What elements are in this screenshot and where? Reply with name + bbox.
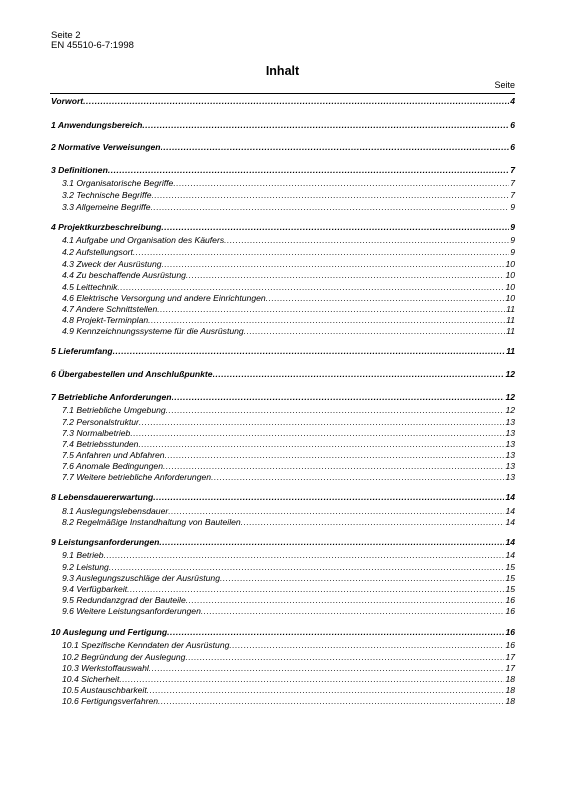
toc-subsection-entry[interactable] <box>62 472 515 482</box>
toc-page-number: 7 <box>510 178 515 188</box>
toc-entry-title: 4.8 Projekt-Terminplan <box>62 315 149 325</box>
toc-subsection-entry[interactable] <box>62 573 515 583</box>
toc-dot-leader <box>266 293 505 303</box>
toc-page-number: 16 <box>505 627 515 637</box>
toc-dot-leader <box>119 674 504 684</box>
toc-subsection-entry[interactable] <box>62 562 515 572</box>
toc-section-entry[interactable] <box>51 222 515 232</box>
toc-dot-leader <box>185 652 504 662</box>
toc-entry-title: 3 Definitionen <box>51 165 108 175</box>
toc-subsection-entry[interactable] <box>62 461 515 471</box>
toc-entry-title: 8.2 Regelmäßige Instandhaltung von Bauteilen <box>62 517 241 527</box>
toc-page-number: 9 <box>510 235 515 245</box>
toc-entry-title: 3.1 Organisatorische Begriffe <box>62 178 174 188</box>
toc-page-number: 13 <box>505 472 515 482</box>
toc-subsection-entry[interactable] <box>62 247 515 257</box>
toc-page-number: 11 <box>506 346 515 356</box>
toc-dot-leader <box>83 96 509 106</box>
toc-subsection-entry[interactable] <box>62 270 515 280</box>
toc-dot-leader <box>244 326 505 336</box>
toc-dot-leader <box>167 627 504 637</box>
toc-subsection-entry[interactable] <box>62 584 515 594</box>
toc-dot-leader <box>241 517 505 527</box>
toc-page-number: 17 <box>505 652 515 662</box>
toc-page-number: 13 <box>505 450 515 460</box>
toc-entry-title: 4.5 Leittechnik <box>62 282 118 292</box>
toc-page-number: 18 <box>505 696 515 706</box>
toc-entry-title: 9.5 Redundanzgrad der Bauteile <box>62 595 186 605</box>
toc-subsection-entry[interactable] <box>62 202 515 212</box>
toc-entry-title: 4.4 Zu beschaffende Ausrüstung <box>62 270 186 280</box>
toc-subsection-entry[interactable] <box>62 326 515 336</box>
toc-page-number: 7 <box>510 165 515 175</box>
toc-dot-leader <box>229 640 504 650</box>
toc-dot-leader <box>142 120 509 130</box>
toc-page-number: 14 <box>505 506 515 516</box>
toc-page-number: 16 <box>505 606 515 616</box>
toc-entry-title: 8.1 Auslegungslebensdauer <box>62 506 169 516</box>
toc-dot-leader <box>117 282 504 292</box>
toc-dot-leader <box>173 178 509 188</box>
page-column-label: Seite <box>494 80 515 90</box>
toc-subsection-entry[interactable] <box>62 674 515 684</box>
toc-dot-leader <box>211 472 504 482</box>
toc-entry-title: 9.1 Betrieb <box>62 550 104 560</box>
toc-page-number: 9 <box>510 222 515 232</box>
toc-subsection-entry[interactable] <box>62 450 515 460</box>
toc-dot-leader <box>127 584 504 594</box>
toc-entry-title: Vorwort <box>51 96 84 106</box>
toc-entry-title: 9.2 Leistung <box>62 562 109 572</box>
toc-page-number: 17 <box>505 663 515 673</box>
toc-page-number: 9 <box>510 247 515 257</box>
toc-subsection-entry[interactable] <box>62 405 515 415</box>
toc-dot-leader <box>158 696 504 706</box>
toc-entry-title: 10.6 Fertigungsverfahren <box>62 696 159 706</box>
toc-page-number: 6 <box>510 120 515 130</box>
toc-page-number: 14 <box>505 517 515 527</box>
toc-subsection-entry[interactable] <box>62 315 515 325</box>
toc-section-entry[interactable] <box>51 369 515 379</box>
toc-entry-title: 9 Leistungsanforderungen <box>51 537 160 547</box>
toc-subsection-entry[interactable] <box>62 640 515 650</box>
toc-page-number: 14 <box>505 492 515 502</box>
toc-page-number: 11 <box>506 315 515 325</box>
toc-entry-title: 4.6 Elektrische Versorgung und andere Einrichtungen <box>62 293 266 303</box>
toc-section-entry[interactable] <box>51 492 515 502</box>
toc-page-number: 7 <box>510 190 515 200</box>
toc-subsection-entry[interactable] <box>62 550 515 560</box>
toc-page-number: 13 <box>505 461 515 471</box>
toc-entry-title: 4.2 Aufstellungsort <box>62 247 133 257</box>
toc-dot-leader <box>157 304 505 314</box>
toc-entry-title: 7.1 Betriebliche Umgebung <box>62 405 166 415</box>
toc-dot-leader <box>168 506 504 516</box>
toc-section-entry[interactable] <box>51 120 515 130</box>
toc-page-number: 18 <box>505 685 515 695</box>
toc-entry-title: 7.5 Anfahren und Abfahren <box>62 450 165 460</box>
toc-subsection-entry[interactable] <box>62 428 515 438</box>
toc-entry-title: 7.6 Anomale Bedingungen <box>62 461 163 471</box>
toc-dot-leader <box>139 417 505 427</box>
toc-page-number: 10 <box>505 259 515 269</box>
toc-page-number: 12 <box>505 392 515 402</box>
toc-page-number: 14 <box>505 537 515 547</box>
toc-section-entry[interactable] <box>51 537 515 547</box>
toc-page-number: 12 <box>505 369 515 379</box>
toc-subsection-entry[interactable] <box>62 595 515 605</box>
toc-entry-title: 4.9 Kennzeichnungssysteme für die Ausrüstung <box>62 326 244 336</box>
toc-entry-title: 5 Lieferumfang <box>51 346 113 356</box>
toc-entry-title: 3.2 Technische Begriffe <box>62 190 152 200</box>
toc-page-number: 15 <box>505 573 515 583</box>
toc-dot-leader <box>166 405 505 415</box>
toc-entry-title: 6 Übergabestellen und Anschlußpunkte <box>51 369 213 379</box>
toc-dot-leader <box>151 202 510 212</box>
toc-subsection-entry[interactable] <box>62 685 515 695</box>
toc-subsection-entry[interactable] <box>62 696 515 706</box>
toc-dot-leader <box>152 190 510 200</box>
toc-entry-title: 7.7 Weitere betriebliche Anforderungen <box>62 472 212 482</box>
toc-entry-title: 10.3 Werkstoffauswahl <box>62 663 149 673</box>
toc-page-number: 11 <box>506 326 515 336</box>
toc-section-entry[interactable] <box>51 142 515 152</box>
toc-section-entry[interactable] <box>51 96 515 106</box>
toc-page-number: 12 <box>505 405 515 415</box>
toc-dot-leader <box>159 537 504 547</box>
toc-page-number: 6 <box>510 142 515 152</box>
toc-subsection-entry[interactable] <box>62 259 515 269</box>
toc-entry-title: 10.1 Spezifische Kenndaten der Ausrüstung <box>62 640 230 650</box>
toc-page-number: 16 <box>505 640 515 650</box>
toc-section-entry[interactable] <box>51 165 515 175</box>
toc-page-number: 10 <box>505 293 515 303</box>
toc-dot-leader <box>147 685 505 695</box>
toc-dot-leader <box>113 346 505 356</box>
toc-page-number: 13 <box>505 439 515 449</box>
toc-dot-leader <box>172 392 505 402</box>
toc-entry-title: 9.6 Weitere Leistungsanforderungen <box>62 606 201 616</box>
toc-section-entry[interactable] <box>51 627 515 637</box>
toc-entry-title: 4 Projektkurzbeschreibung <box>51 222 162 232</box>
toc-section-entry[interactable] <box>51 346 515 356</box>
toc-entry-title: 10.2 Begründung der Auslegung <box>62 652 186 662</box>
toc-entry-title: 4.3 Zweck der Ausrüstung <box>62 259 162 269</box>
toc-dot-leader <box>165 450 505 460</box>
toc-subsection-entry[interactable] <box>62 190 515 200</box>
toc-subsection-entry[interactable] <box>62 506 515 516</box>
toc-page-number: 13 <box>505 428 515 438</box>
toc-page-number: 18 <box>505 674 515 684</box>
toc-page-number: 11 <box>506 304 515 314</box>
toc-dot-leader <box>133 247 509 257</box>
toc-entry-title: 7.4 Betriebsstunden <box>62 439 139 449</box>
toc-entry-title: 10.4 Sicherheit <box>62 674 120 684</box>
toc-subsection-entry[interactable] <box>62 178 515 188</box>
toc-dot-leader <box>224 235 509 245</box>
toc-page-number: 14 <box>505 550 515 560</box>
toc-dot-leader <box>104 550 505 560</box>
toc-subsection-entry[interactable] <box>62 652 515 662</box>
toc-dot-leader <box>161 142 510 152</box>
toc-entry-title: 10.5 Austauschbarkeit <box>62 685 147 695</box>
page-number-header: Seite 2 <box>51 30 81 41</box>
toc-section-entry[interactable] <box>51 392 515 402</box>
toc-subsection-entry[interactable] <box>62 663 515 673</box>
toc-entry-title: 7.2 Personalstruktur <box>62 417 139 427</box>
toc-entry-title: 8 Lebensdauererwartung <box>51 492 154 502</box>
toc-entry-title: 9.3 Auslegungszuschläge der Ausrüstung <box>62 573 220 583</box>
toc-entry-title: 7 Betriebliche Anforderungen <box>51 392 172 402</box>
toc-subsection-entry[interactable] <box>62 417 515 427</box>
toc-page-number: 16 <box>505 595 515 605</box>
toc-entry-title: 4.7 Andere Schnittstellen <box>62 304 158 314</box>
toc-entry-title: 3.3 Allgemeine Begriffe <box>62 202 151 212</box>
toc-subsection-entry[interactable] <box>62 235 515 245</box>
toc-entry-title: 9.4 Verfügbarkeit <box>62 584 128 594</box>
toc-dot-leader <box>148 315 505 325</box>
toc-dot-leader <box>186 270 505 280</box>
toc-dot-leader <box>130 428 504 438</box>
toc-entry-title: 4.1 Aufgabe und Organisation des Käufers <box>62 235 225 245</box>
toc-page-number: 10 <box>505 270 515 280</box>
toc-dot-leader <box>213 369 505 379</box>
toc-dot-leader <box>149 663 505 673</box>
toc-dot-leader <box>163 461 504 471</box>
toc-entry-title: 2 Normative Verweisungen <box>51 142 161 152</box>
toc-page-number: 15 <box>505 562 515 572</box>
toc-dot-leader <box>153 492 504 502</box>
page-title: Inhalt <box>265 64 300 78</box>
toc-entry-title: 10 Auslegung und Fertigung <box>51 627 168 637</box>
document-id-header: EN 45510-6-7:1998 <box>51 40 134 51</box>
toc-dot-leader <box>138 439 504 449</box>
toc-page-number: 10 <box>505 282 515 292</box>
toc-dot-leader <box>186 595 505 605</box>
toc-subsection-entry[interactable] <box>62 439 515 449</box>
toc-subsection-entry[interactable] <box>62 293 515 303</box>
toc-subsection-entry[interactable] <box>62 304 515 314</box>
toc-page-number: 9 <box>510 202 515 212</box>
toc-dot-leader <box>161 222 509 232</box>
toc-dot-leader <box>108 165 509 175</box>
toc-entry-title: 7.3 Normalbetrieb <box>62 428 131 438</box>
toc-page-number: 15 <box>505 584 515 594</box>
toc-subsection-entry[interactable] <box>62 606 515 616</box>
toc-page-number: 13 <box>505 417 515 427</box>
toc-subsection-entry[interactable] <box>62 282 515 292</box>
toc-dot-leader <box>220 573 504 583</box>
toc-page-number: 4 <box>510 96 515 106</box>
toc-dot-leader <box>109 562 505 572</box>
toc-dot-leader <box>201 606 505 616</box>
toc-subsection-entry[interactable] <box>62 517 515 527</box>
toc-entry-title: 1 Anwendungsbereich <box>51 120 143 130</box>
toc-dot-leader <box>162 259 505 269</box>
